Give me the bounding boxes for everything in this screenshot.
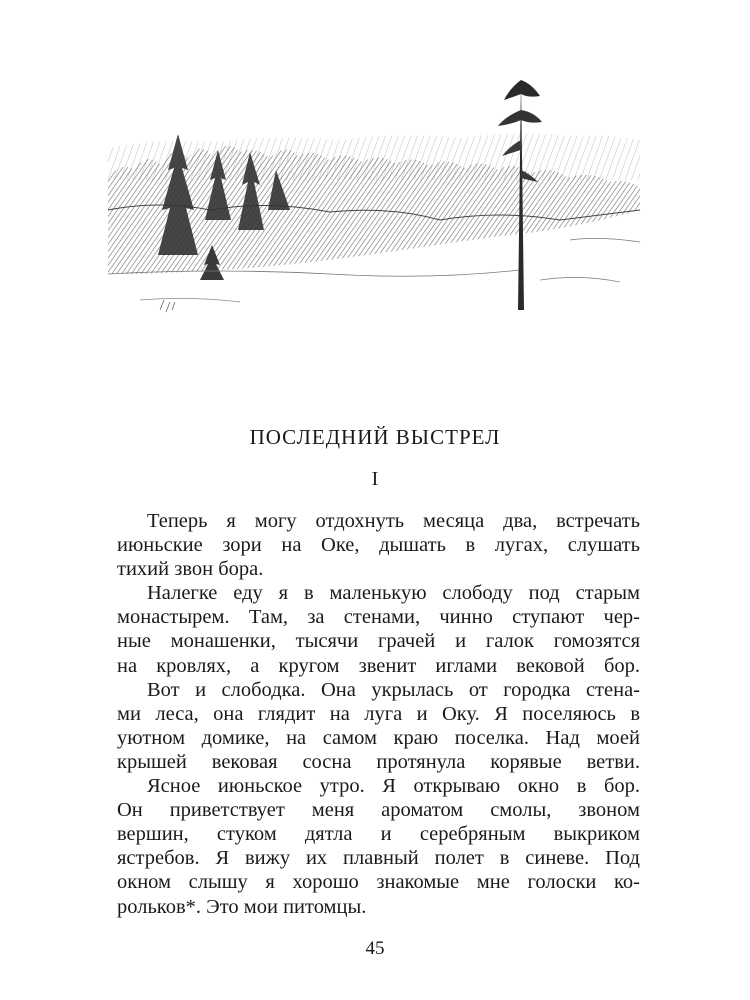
text-line: тихий звон бора.	[117, 558, 264, 581]
text-line: монастырем. Там, за стенами, чинно ступают чер-	[117, 606, 640, 629]
chapter-title: ПОСЛЕДНИЙ ВЫСТРЕЛ	[249, 425, 501, 449]
text-line: ми леса, она глядит на луга и Оку. Я поселяюсь в	[117, 702, 640, 725]
body-text	[117, 509, 640, 919]
text-line: вершин, стуком дятла и серебряным выкриком	[117, 823, 640, 846]
text-line: на кровлях, а кругом звенит иглами вековой бор.	[117, 654, 640, 677]
text-line: Ясное июньское утро. Я открываю окно в бор.	[147, 775, 640, 798]
text-line: крышей вековая сосна протянула корявые ветви.	[117, 750, 640, 773]
text-line: Налегке еду я в маленькую слободу под старым	[147, 582, 640, 605]
section-number: I	[371, 468, 379, 490]
page-number: 45	[365, 938, 385, 959]
text-line: уютном домике, на самом краю поселка. Над моей	[117, 726, 640, 749]
forest-landscape-illustration	[100, 60, 645, 330]
text-line: рольков*. Это мои питомцы.	[117, 895, 367, 918]
text-line: Теперь я могу отдохнуть месяца два, встречать	[147, 510, 640, 532]
text-line: ястребов. Я вижу их плавный полет в синеве. Под	[117, 847, 640, 870]
text-line: ные монашенки, тысячи грачей и галок гомозятся	[117, 630, 640, 653]
text-line: Вот и слободка. Она укрылась от городка стена-	[147, 678, 640, 701]
text-line: окном слышу я хорошо знакомые мне голоски ко-	[117, 871, 640, 894]
text-line: июньские зори на Оке, дышать в лугах, слушать	[117, 534, 640, 557]
text-line: Он приветствует меня ароматом смолы, звоном	[117, 799, 640, 822]
